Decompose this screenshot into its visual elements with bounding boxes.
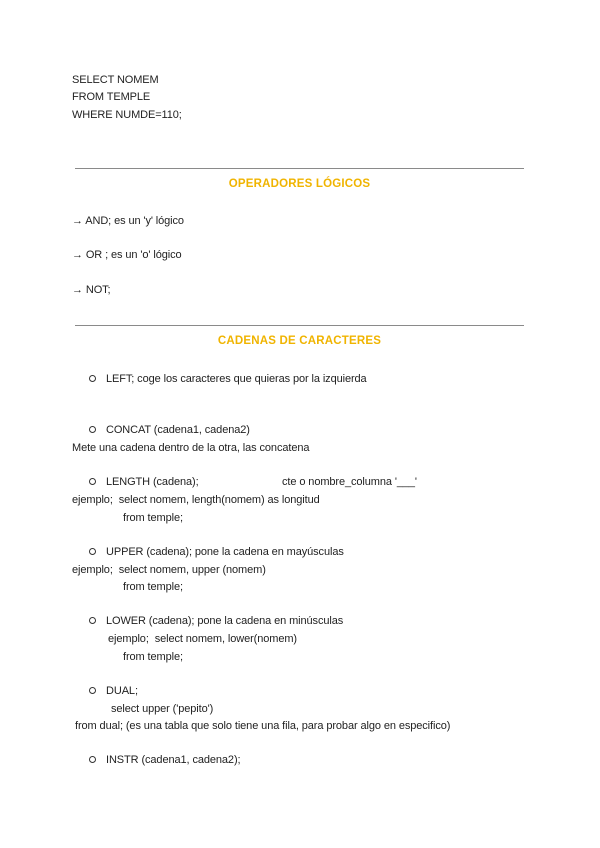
bullet-icon <box>89 617 96 624</box>
list-item-concat: CONCAT (cadena1, cadena2) <box>89 422 250 438</box>
bullet-icon <box>89 478 96 485</box>
heading-cadenas-de-caracteres: CADENAS DE CARACTERES <box>217 335 382 347</box>
logic-not: → NOT; <box>72 284 111 296</box>
list-item-upper: UPPER (cadena); pone la cadena en mayúsculas <box>89 544 344 560</box>
list-item-instr: INSTR (cadena1, cadena2); <box>89 752 240 768</box>
list-item-lower: LOWER (cadena); pone la cadena en minúsculas <box>89 613 343 629</box>
sql-line-select: SELECT NOMEM <box>72 74 159 86</box>
length-note: cte o nombre_columna '___' <box>282 476 417 488</box>
bullet-icon <box>89 426 96 433</box>
lower-example: ejemplo; select nomem, lower(nomem) <box>108 633 297 645</box>
heading-operadores-logicos: OPERADORES LÓGICOS <box>228 178 371 190</box>
logic-and: → AND; es un 'y' lógico <box>72 215 184 227</box>
sql-line-where: WHERE NUMDE=110; <box>72 109 182 121</box>
concat-description: Mete una cadena dentro de la otra, las concatena <box>72 442 310 454</box>
divider <box>75 325 524 326</box>
dual-example: select upper ('pepito') <box>111 703 214 715</box>
upper-example: ejemplo; select nomem, upper (nomem) <box>72 564 266 576</box>
bullet-icon <box>89 756 96 763</box>
lower-example-from: from temple; <box>123 651 183 663</box>
list-item-left: LEFT; coge los caracteres que quieras por la izquierda <box>89 371 367 387</box>
bullet-icon <box>89 687 96 694</box>
upper-example-from: from temple; <box>123 581 183 593</box>
bullet-icon <box>89 375 96 382</box>
dual-example-from: from dual; (es una tabla que solo tiene una fila, para probar algo en especifico) <box>75 720 451 732</box>
sql-line-from: FROM TEMPLE <box>72 91 151 103</box>
list-item-dual: DUAL; <box>89 683 138 699</box>
logic-or: → OR ; es un 'o' lógico <box>72 249 182 261</box>
bullet-icon <box>89 548 96 555</box>
list-item-length: LENGTH (cadena); <box>89 474 199 490</box>
divider <box>75 168 524 169</box>
length-example-from: from temple; <box>123 512 183 524</box>
length-example: ejemplo; select nomem, length(nomem) as longitud <box>72 494 320 506</box>
